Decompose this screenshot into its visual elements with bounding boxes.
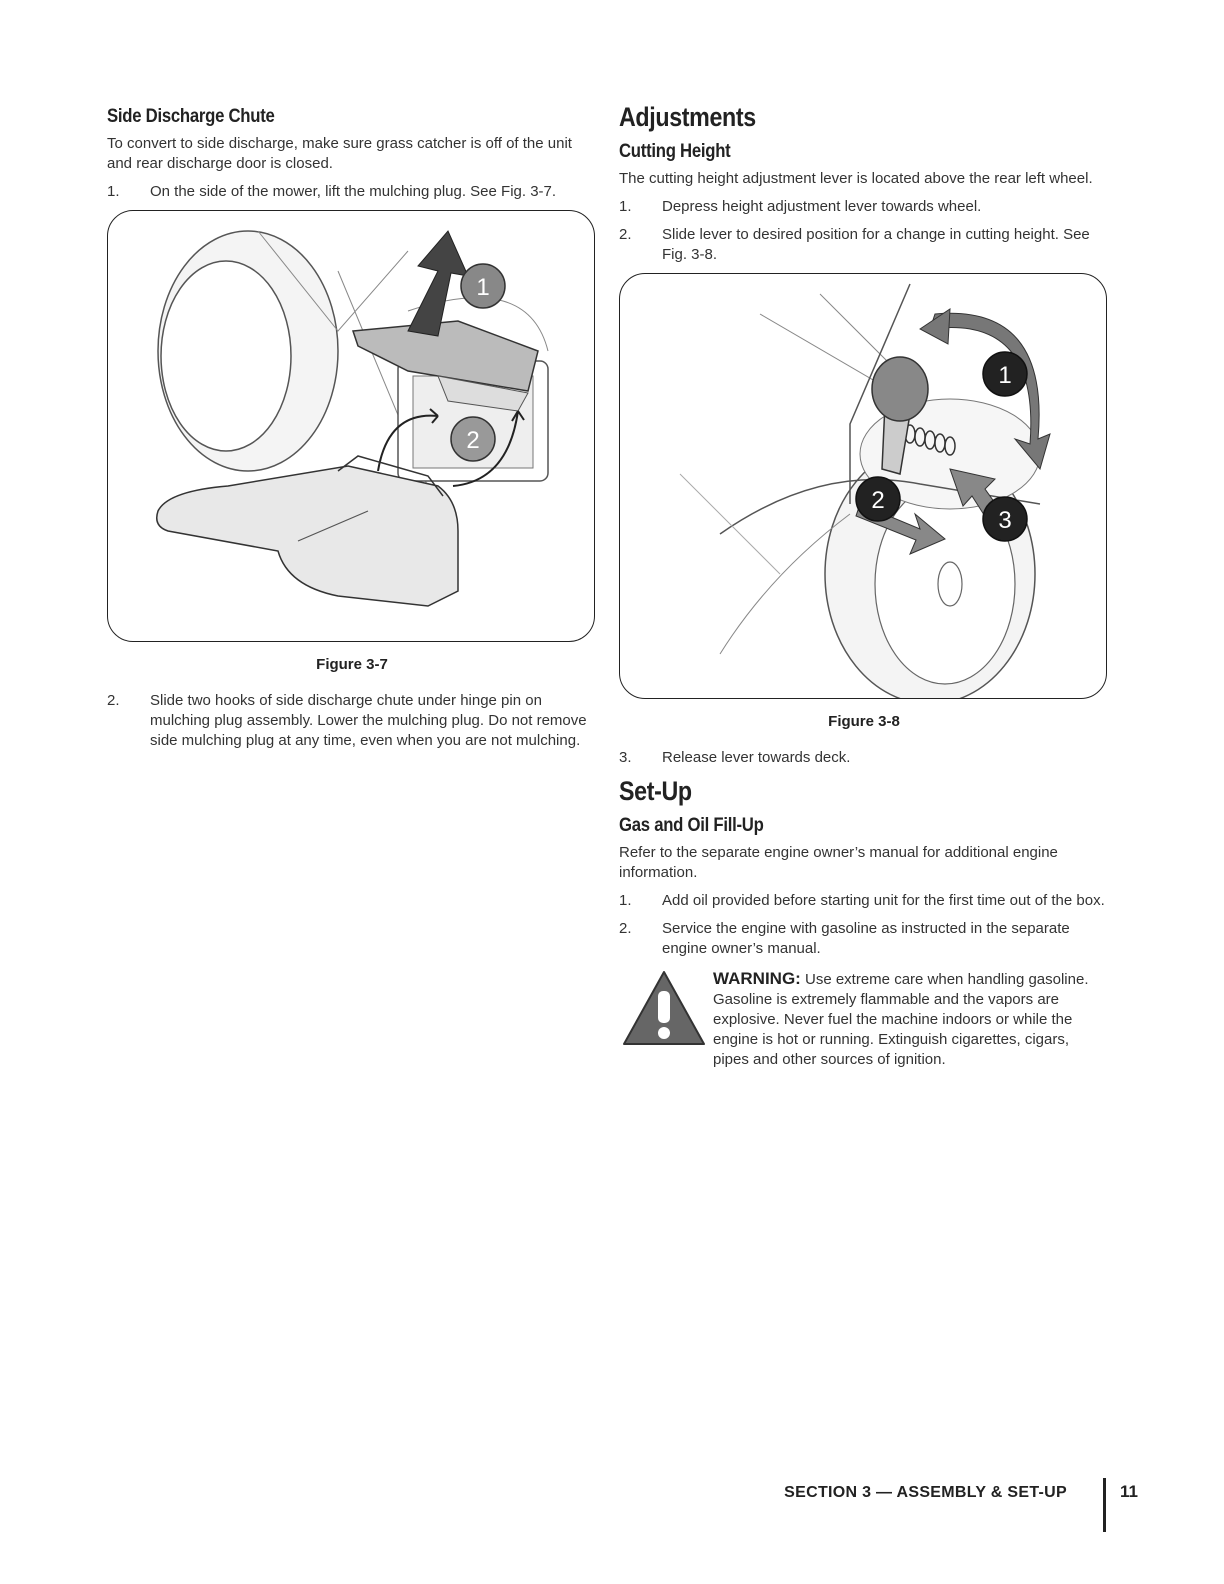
- footer-divider: [1103, 1478, 1106, 1532]
- gas-oil-intro: Refer to the separate engine owner’s manual for additional engine information.: [619, 844, 1058, 881]
- gas-oil-heading: Gas and Oil Fill-Up: [619, 815, 764, 836]
- list-item: [619, 891, 1109, 911]
- step-text: Slide lever to desired position for a change in cutting height. See Fig. 3-8.: [662, 226, 1090, 263]
- section-title: SECTION 3 — ASSEMBLY & SET-UP: [784, 1484, 1067, 1501]
- callout-2: 2: [466, 427, 480, 454]
- page-number: 11: [1120, 1482, 1138, 1501]
- list-item: [619, 748, 1109, 768]
- list-item: [107, 182, 597, 202]
- page-footer: [0, 1478, 1224, 1538]
- list-item: [619, 197, 1109, 217]
- step-number: 1.: [619, 892, 632, 909]
- step-number: 2.: [107, 692, 120, 709]
- step-text: Depress height adjustment lever towards wheel.: [662, 198, 982, 215]
- left-column: [107, 100, 597, 759]
- side-discharge-intro: To convert to side discharge, make sure grass catcher is off of the unit and rear discharge door is closed.: [107, 135, 572, 172]
- list-item: [619, 225, 1109, 265]
- warning-label: WARNING:: [713, 969, 801, 988]
- step-text: Service the engine with gasoline as instructed in the separate engine owner’s manual.: [662, 920, 1070, 957]
- mulching-plug-illustration: [108, 211, 594, 641]
- warning-body: Use extreme care when handling gasoline. Gasoline is extremely flammable and the vapors are explosive. Never fuel the machine indoors or while the engine is hot or running. Extinguish cigarettes, cigars, pipes and other sources of ignition.: [713, 971, 1089, 1068]
- callout-3: 3: [998, 507, 1012, 534]
- step-number: 1.: [619, 198, 632, 215]
- warning-block: [619, 969, 1109, 1070]
- right-column: [619, 100, 1109, 1070]
- cutting-height-intro: The cutting height adjustment lever is located above the rear left wheel.: [619, 170, 1093, 187]
- list-item: [107, 691, 597, 751]
- step-number: 1.: [107, 183, 120, 200]
- callout-2: 1: [998, 362, 1012, 389]
- list-item: [619, 919, 1109, 959]
- step-text: On the side of the mower, lift the mulching plug. See Fig. 3-7.: [150, 183, 557, 200]
- height-lever-illustration: [620, 274, 1106, 698]
- step-number: 2.: [619, 920, 632, 937]
- adjustments-heading: Adjustments: [619, 102, 756, 132]
- figure-3-8-caption: Figure 3-8: [828, 713, 900, 730]
- step-text: Add oil provided before starting unit for the first time out of the box.: [662, 892, 1105, 909]
- figure-3-7-caption: Figure 3-7: [316, 656, 388, 673]
- step-number: 3.: [619, 749, 632, 766]
- setup-heading: Set-Up: [619, 776, 692, 806]
- side-discharge-heading: Side Discharge Chute: [107, 106, 275, 127]
- figure-3-8: [619, 273, 1107, 699]
- cutting-height-heading: Cutting Height: [619, 141, 731, 162]
- callout-1: 2: [871, 487, 885, 514]
- warning-triangle-icon: [621, 969, 713, 1070]
- step-number: 2.: [619, 226, 632, 243]
- warning-text: [713, 969, 1109, 1070]
- step-text: Release lever towards deck.: [662, 749, 851, 766]
- step-text: Slide two hooks of side discharge chute under hinge pin on mulching plug assembly. Lower the mulching plug. Do not remove side mulching plug at any time, even when you are not mulching.: [150, 692, 587, 749]
- callout-1: 1: [476, 274, 490, 301]
- figure-3-7: [107, 210, 595, 642]
